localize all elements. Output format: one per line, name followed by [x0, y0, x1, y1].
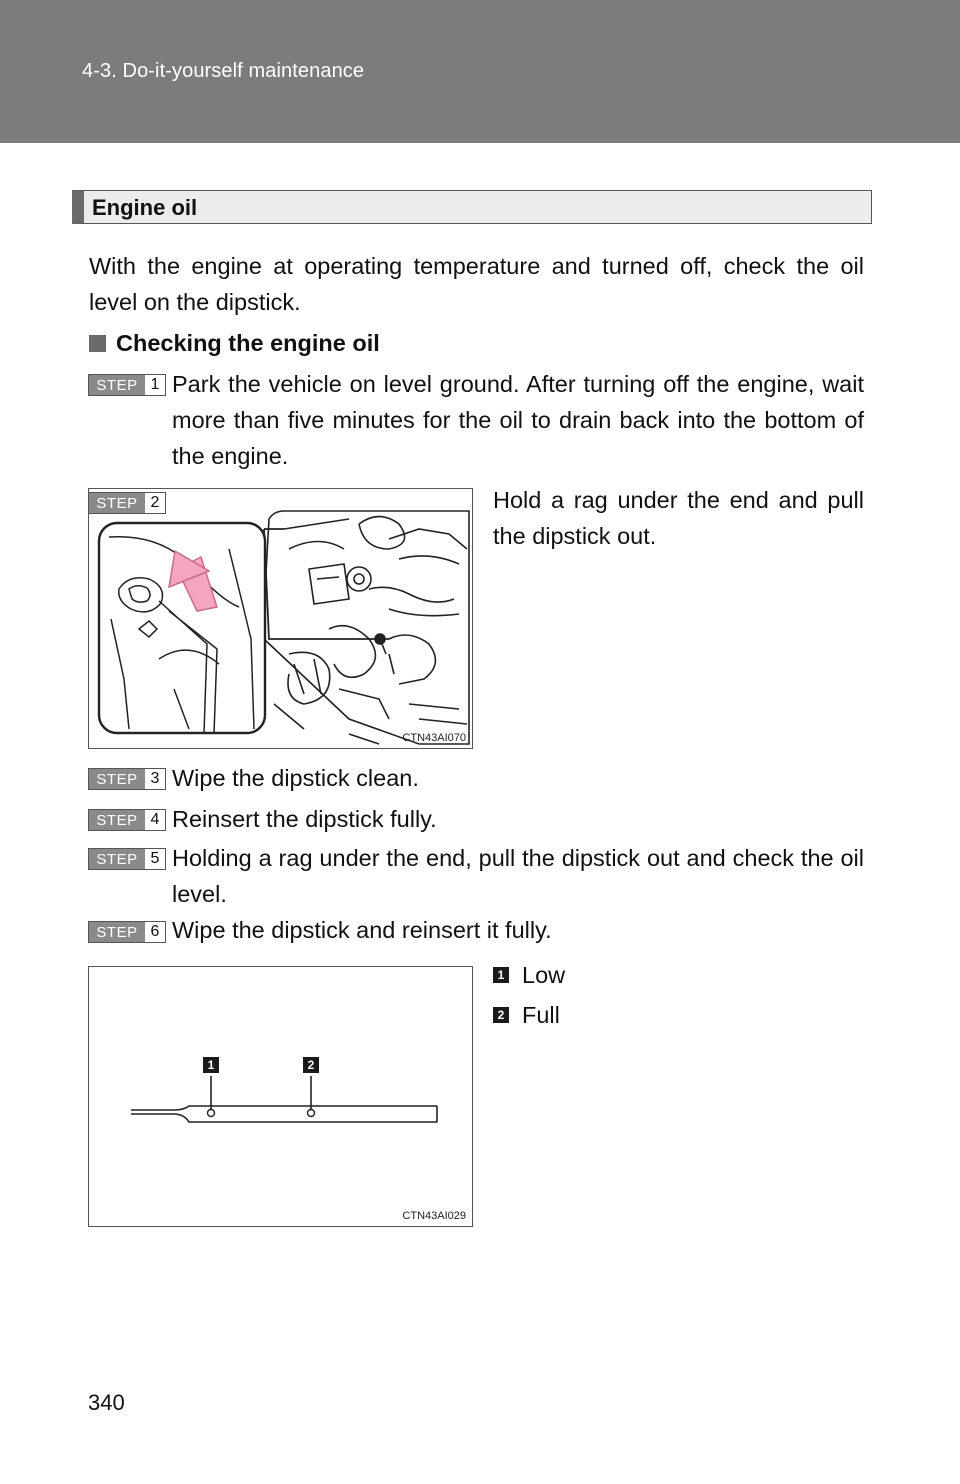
- square-bullet-icon: [89, 335, 106, 352]
- legend-low-label: Low: [522, 962, 566, 988]
- subheading-text: Checking the engine oil: [116, 330, 380, 356]
- topic-title-bar: [72, 190, 872, 224]
- step-3-text: Wipe the dipstick clean.: [172, 765, 419, 791]
- step-5-text: Holding a rag under the end, pull the dipstick out and check the oil level.: [172, 845, 864, 907]
- engine-illustration: [89, 489, 473, 749]
- step-badge-6: STEP 6: [88, 921, 166, 943]
- step-badge-3: STEP 3: [88, 768, 166, 790]
- dipstick-illustration: [89, 967, 473, 1227]
- intro-paragraph: With the engine at operating temperature and turned off, check the oil level on the dipstick.: [89, 253, 864, 315]
- subheading: [89, 330, 380, 357]
- step-badge-4: STEP 4: [88, 809, 166, 831]
- step-badge-2: STEP 2: [88, 492, 166, 514]
- engine-figure: [88, 488, 473, 749]
- figure-code: CTN43AI070: [402, 732, 466, 744]
- legend-full-label: Full: [522, 1002, 560, 1028]
- topic-title: Engine oil: [92, 195, 198, 220]
- figure-code: CTN43AI029: [402, 1210, 466, 1222]
- legend-marker-2: 2: [493, 1007, 509, 1023]
- step-badge-5: STEP 5: [88, 848, 166, 870]
- callout-marker-1: 1: [203, 1057, 219, 1073]
- step-badge-1: STEP 1: [88, 374, 166, 396]
- callout-marker-2: 2: [303, 1057, 319, 1073]
- page-header: [0, 0, 960, 143]
- dipstick-figure: [88, 966, 473, 1227]
- page-number: 340: [88, 1390, 125, 1415]
- step-4-text: Reinsert the dipstick fully.: [172, 806, 437, 832]
- step-1-text: Park the vehicle on level ground. After turning off the engine, wait more than five minutes for the oil to drain back into the bottom of the engine.: [172, 371, 864, 469]
- step-2-text: Hold a rag under the end and pull the dipstick out.: [493, 487, 864, 549]
- legend-marker-1: 1: [493, 967, 509, 983]
- step-6-text: Wipe the dipstick and reinsert it fully.: [172, 917, 552, 943]
- section-title: 4-3. Do-it-yourself maintenance: [82, 60, 365, 82]
